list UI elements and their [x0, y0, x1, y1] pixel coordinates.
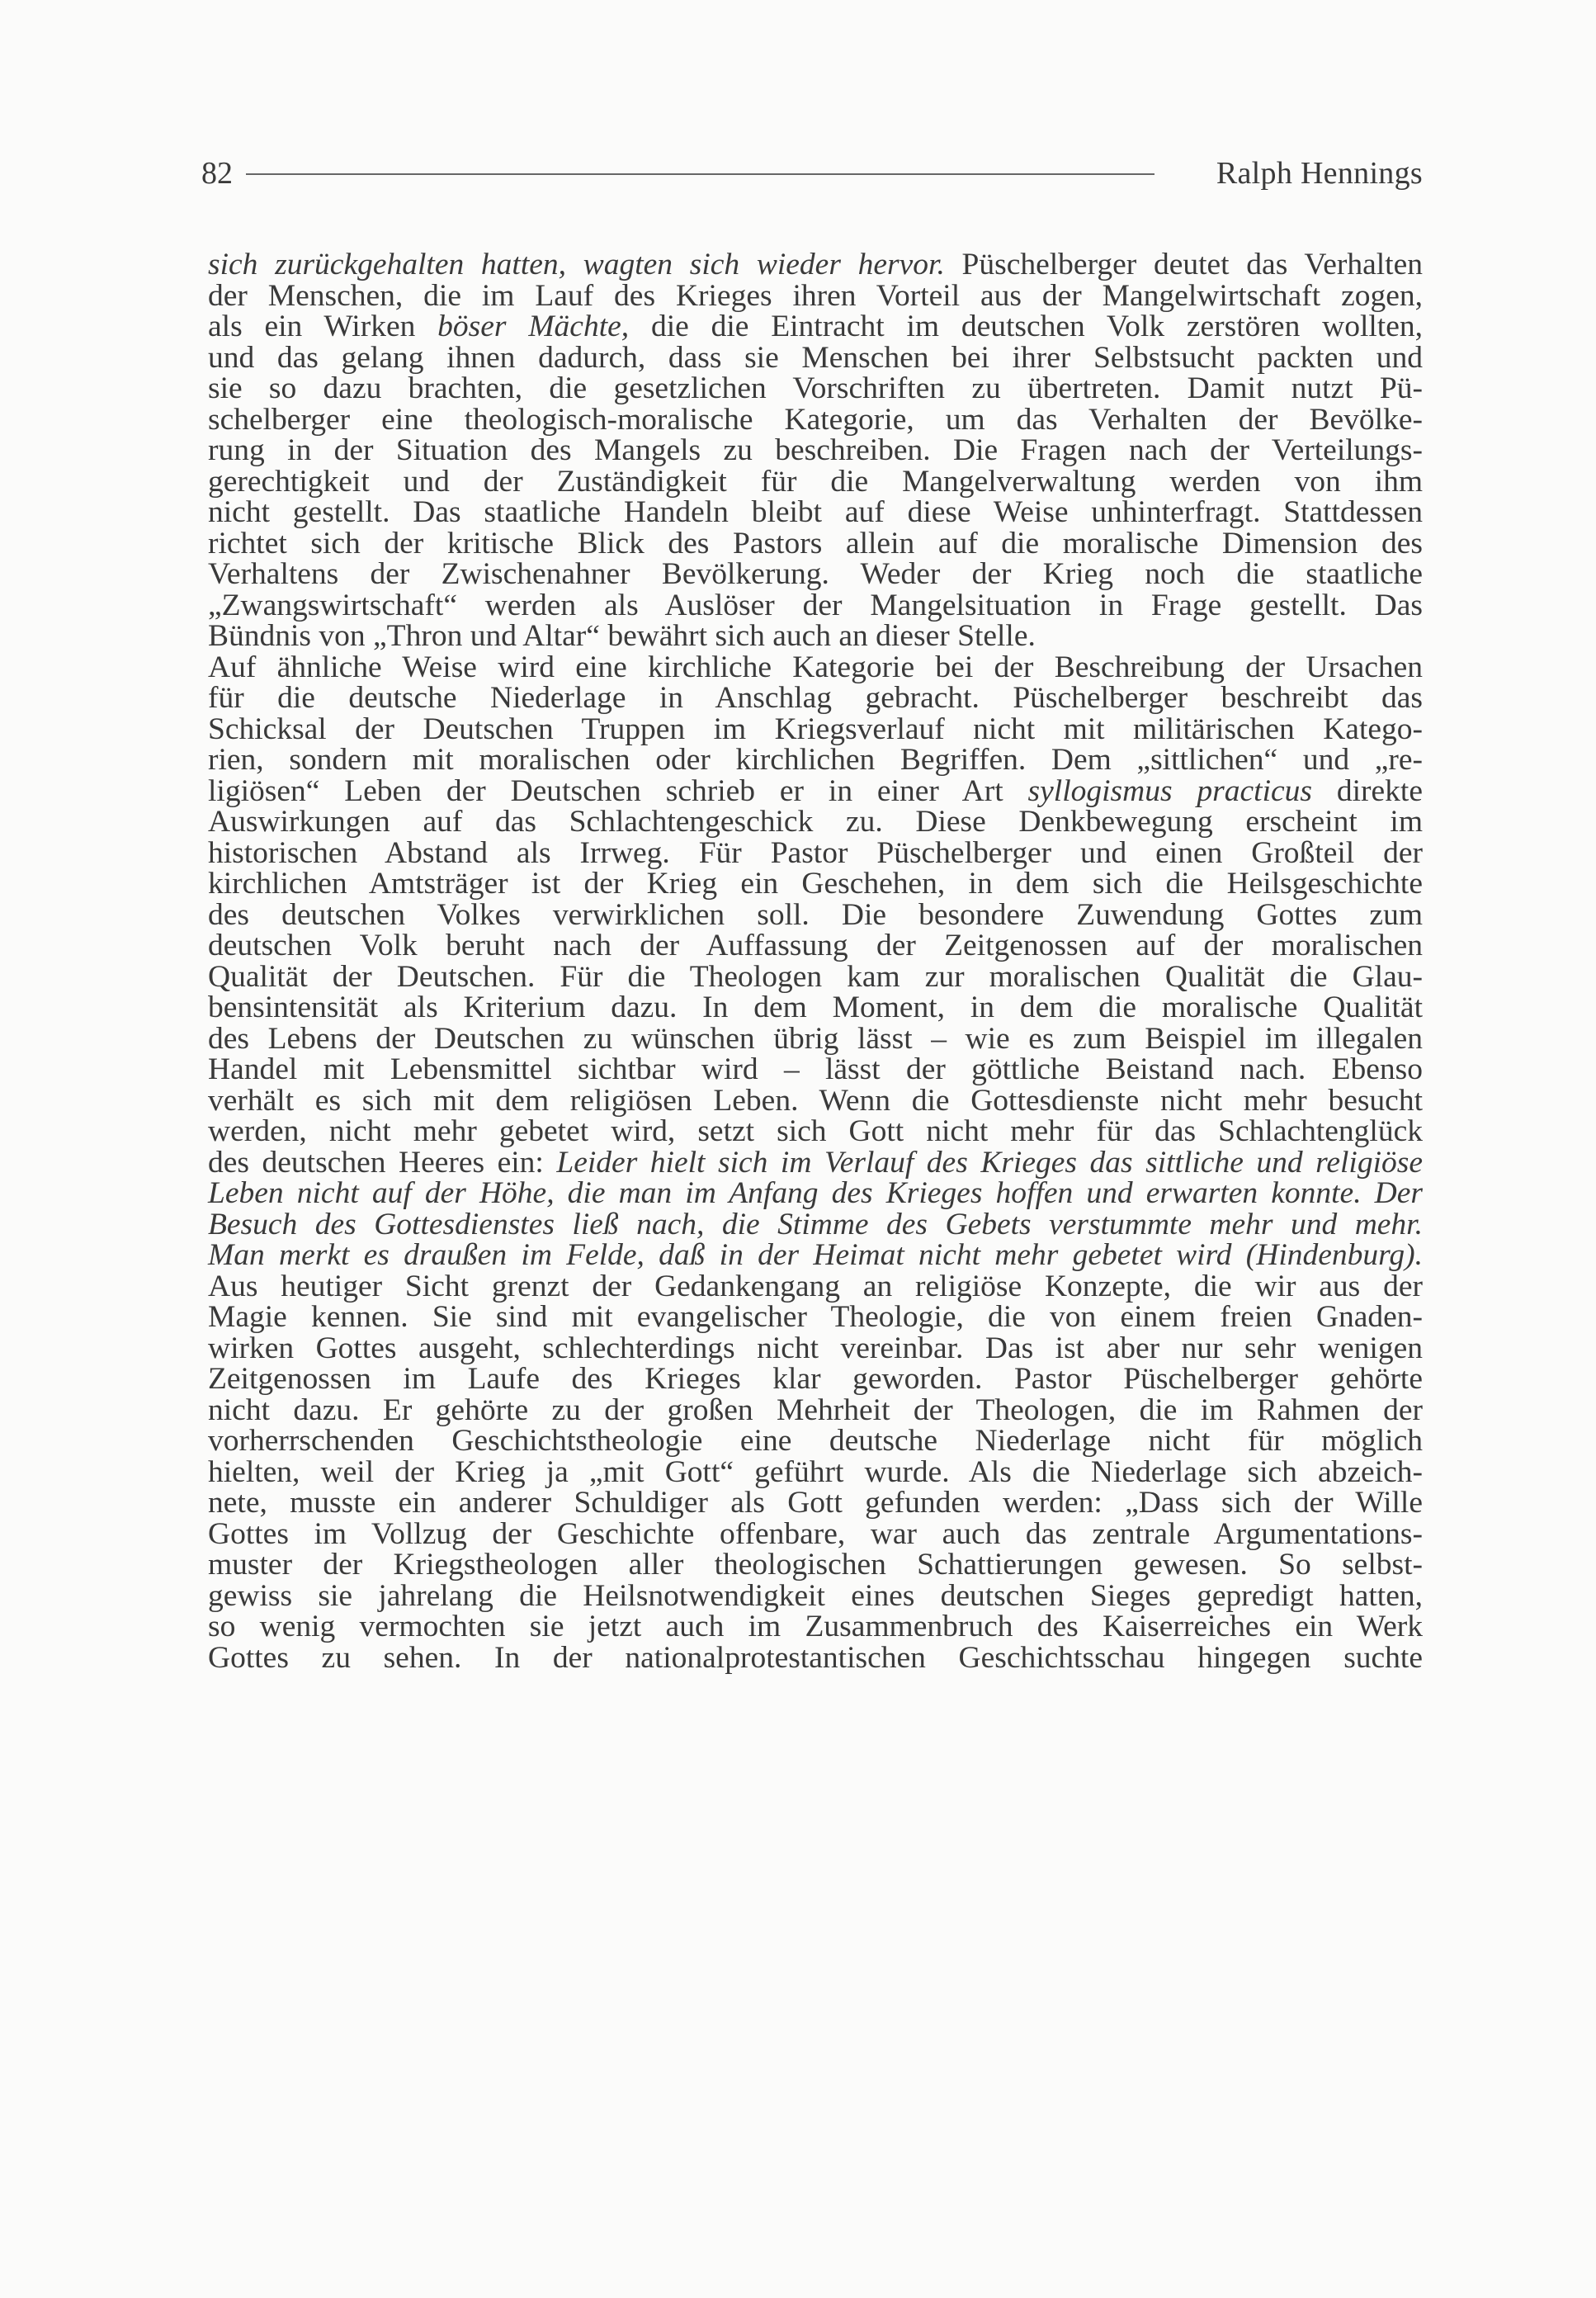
text-run: für die deutsche Niederlage in Anschlag gebracht. Püschelberger beschreibt das: [208, 681, 1423, 715]
text-line: [208, 1640, 1423, 1675]
italic-text: Leider hielt sich im Verlauf des Krieges das sittliche und religiöse: [556, 1145, 1423, 1180]
text-run: Gottes zu sehen. In der nationalprotestantischen Geschichtsschau hingegen suchte: [208, 1640, 1423, 1675]
text-run: Magie kennen. Sie sind mit evangelischer Theologie, die von einem freien Gnaden-: [208, 1300, 1423, 1334]
text-run: nicht dazu. Er gehörte zu der großen Mehrheit der Theologen, die im Rahmen der: [208, 1393, 1423, 1427]
text-run: Püschelberger deutet das Verhalten: [944, 248, 1423, 281]
text-line: [208, 528, 1423, 560]
text-line: [208, 1333, 1423, 1364]
text-line: [208, 835, 1423, 870]
text-run: und das gelang ihnen dadurch, dass sie Menschen bei ihrer Selbstsucht packten und: [208, 340, 1423, 375]
text-line: [208, 992, 1423, 1024]
text-line: [208, 1021, 1423, 1056]
text-line: [208, 311, 1423, 343]
text-run: historischen Abstand als Irrweg. Für Pastor Püschelberger und einen Großteil der: [208, 835, 1423, 870]
italic-text: Man merkt es draußen im Felde, daß in der Heimat nicht mehr gebetet wird (Hindenburg).: [208, 1238, 1423, 1272]
text-line: [208, 1147, 1423, 1179]
text-line: [208, 1054, 1423, 1085]
text-line: [208, 683, 1423, 714]
text-line: [208, 404, 1423, 436]
page-header: [201, 153, 1423, 194]
text-run: verhält es sich mit dem religiösen Leben. Wenn die Gottesdienste nicht mehr besucht: [208, 1083, 1423, 1118]
text-run: des Lebens der Deutschen zu wünschen übrig lässt – wie es zum Beispiel im illegalen: [208, 1021, 1423, 1056]
text-line: [208, 435, 1423, 466]
text-run: nicht gestellt. Das staatliche Handeln bleibt auf diese Weise unhinterfragt. Stattdessen: [208, 495, 1423, 529]
text-line: [208, 1116, 1423, 1147]
text-run: Aus heutiger Sicht grenzt der Gedankengang an religiöse Konzepte, die wir aus der: [208, 1269, 1423, 1303]
text-line: [208, 497, 1423, 528]
text-line: [208, 806, 1423, 838]
text-line: [208, 1085, 1423, 1117]
text-line: [208, 1454, 1423, 1489]
text-line: [208, 621, 1423, 652]
text-line: [208, 559, 1423, 590]
text-run: gerechtigkeit und der Zuständigkeit für die Mangelverwaltung werden von ihm: [208, 464, 1423, 499]
text-run: sie so dazu brachten, die gesetzlichen Vorschriften zu übertreten. Damit nutzt Pü-: [208, 371, 1423, 405]
text-run: bensintensität als Kriterium dazu. In dem Moment, in dem die moralische Qualität: [208, 991, 1423, 1024]
text-line: [208, 745, 1423, 776]
text-line: [208, 590, 1423, 622]
text-run: kirchlichen Amtsträger ist der Krieg ein Geschehen, in dem sich die Heilsgeschichte: [208, 867, 1423, 901]
text-line: [208, 466, 1423, 498]
text-run: deutschen Volk beruht nach der Auffassung der Zeitgenossen auf der moralischen: [208, 929, 1423, 962]
text-line: [208, 1516, 1423, 1551]
text-run: Bündnis von „Thron und Altar“ bewährt sich auch an dieser Stelle.: [208, 619, 1036, 653]
text-run: ligiösen“ Leben der Deutschen schrieb er in einer Art: [208, 773, 1028, 808]
text-line: [208, 1487, 1423, 1519]
text-run: rien, sondern mit moralischen oder kirchlichen Begriffen. Dem „sittlichen“ und „re-: [208, 743, 1423, 777]
text-line: [208, 868, 1423, 900]
text-line: [208, 1364, 1423, 1395]
text-run: vorherrschenden Geschichtstheologie eine deutsche Niederlage nicht für möglich: [208, 1424, 1423, 1458]
text-line: [208, 1271, 1423, 1303]
text-run: richtet sich der kritische Blick des Pastors allein auf die moralische Dimension des: [208, 526, 1423, 560]
text-run: direkte: [1312, 773, 1423, 808]
text-run: gewiss sie jahrelang die Heilsnotwendigkeit eines deutschen Sieges gepredigt hatten,: [208, 1578, 1423, 1613]
text-line: [208, 278, 1423, 313]
text-line: [208, 1395, 1423, 1426]
text-line: [208, 959, 1423, 994]
text-run: muster der Kriegstheologen aller theologischen Schattierungen gewesen. So selbst-: [208, 1548, 1423, 1582]
header-rule: [246, 173, 1155, 175]
text-run: Auswirkungen auf das Schlachtengeschick zu. Diese Denkbewegung erscheint im: [208, 805, 1423, 839]
text-line: [208, 1578, 1423, 1613]
text-run: Qualität der Deutschen. Für die Theologen kam zur moralischen Qualität die Glau-: [208, 959, 1423, 994]
text-run: Schicksal der Deutschen Truppen im Kriegsverlauf nicht mit militärischen Katego-: [208, 712, 1423, 746]
text-line: [208, 897, 1423, 932]
text-run: des deutschen Heeres ein:: [208, 1145, 557, 1180]
italic-text: böser Mächte,: [437, 310, 630, 343]
text-line: [208, 773, 1423, 808]
text-run: rung in der Situation des Mangels zu beschreiben. Die Fragen nach der Verteilungs-: [208, 433, 1423, 467]
text-run: des deutschen Volkes verwirklichen soll. Die besondere Zuwendung Gottes zum: [208, 897, 1423, 932]
text-run: Auf ähnliche Weise wird eine kirchliche Kategorie bei der Beschreibung der Ursachen: [208, 650, 1423, 684]
text-run: Handel mit Lebensmittel sichtbar wird – lässt der göttliche Beistand nach. Ebenso: [208, 1052, 1423, 1086]
text-run: Gottes im Vollzug der Geschichte offenbare, war auch das zentrale Argumentations-: [208, 1516, 1423, 1551]
text-line: [208, 1240, 1423, 1271]
italic-text: Leben nicht auf der Höhe, die man im Anfang des Krieges hoffen und erwarten konnte. Der: [208, 1176, 1423, 1210]
text-run: hielten, weil der Krieg ja „mit Gott“ geführt wurde. Als die Niederlage sich abzeich-: [208, 1454, 1423, 1489]
text-run: schelberger eine theologisch-moralische Kategorie, um das Verhalten der Bevölke-: [208, 402, 1423, 437]
text-line: [208, 373, 1423, 404]
text-line: [208, 652, 1423, 683]
running-head-author: Ralph Hennings: [1216, 156, 1423, 191]
text-run: nete, musste ein anderer Schuldiger als Gott gefunden werden: „Dass sich der Wille: [208, 1486, 1423, 1520]
page-number: 82: [201, 156, 233, 191]
text-line: [208, 1178, 1423, 1209]
text-line: [208, 340, 1423, 375]
text-run: werden, nicht mehr gebetet wird, setzt sich Gott nicht mehr für das Schlachtenglück: [208, 1114, 1423, 1148]
text-line: [208, 1611, 1423, 1643]
italic-text: syllogismus practicus: [1027, 773, 1312, 808]
text-run: der Menschen, die im Lauf des Krieges ihren Vorteil aus der Mangelwirtschaft zogen,: [208, 278, 1423, 313]
text-run: „Zwangswirtschaft“ werden als Auslöser der Mangelsituation in Frage gestellt. Das: [208, 588, 1423, 622]
text-run: als ein Wirken: [208, 310, 438, 343]
text-run: Zeitgenossen im Laufe des Krieges klar geworden. Pastor Püschelberger gehörte: [208, 1362, 1423, 1396]
text-run: so wenig vermochten sie jetzt auch im Zusammenbruch des Kaiserreiches ein Werk: [208, 1610, 1423, 1643]
text-run: die die Eintracht im deutschen Volk zerstören wollten,: [629, 310, 1423, 343]
body-text: [208, 249, 1423, 1673]
text-run: wirken Gottes ausgeht, schlechterdings nicht vereinbar. Das ist aber nur sehr wenigen: [208, 1331, 1423, 1365]
text-line: [208, 249, 1423, 281]
text-line: [208, 1426, 1423, 1457]
text-line: [208, 714, 1423, 745]
text-line: [208, 1302, 1423, 1333]
text-line: [208, 930, 1423, 962]
italic-text: Besuch des Gottesdienstes ließ nach, die Stimme des Gebets verstummte mehr und mehr.: [208, 1207, 1423, 1241]
text-run: Verhaltens der Zwischenahner Bevölkerung. Weder der Krieg noch die staatliche: [208, 557, 1423, 591]
text-line: [208, 1209, 1423, 1241]
text-line: [208, 1549, 1423, 1581]
italic-text: sich zurückgehalten hatten, wagten sich wieder hervor.: [208, 248, 945, 281]
